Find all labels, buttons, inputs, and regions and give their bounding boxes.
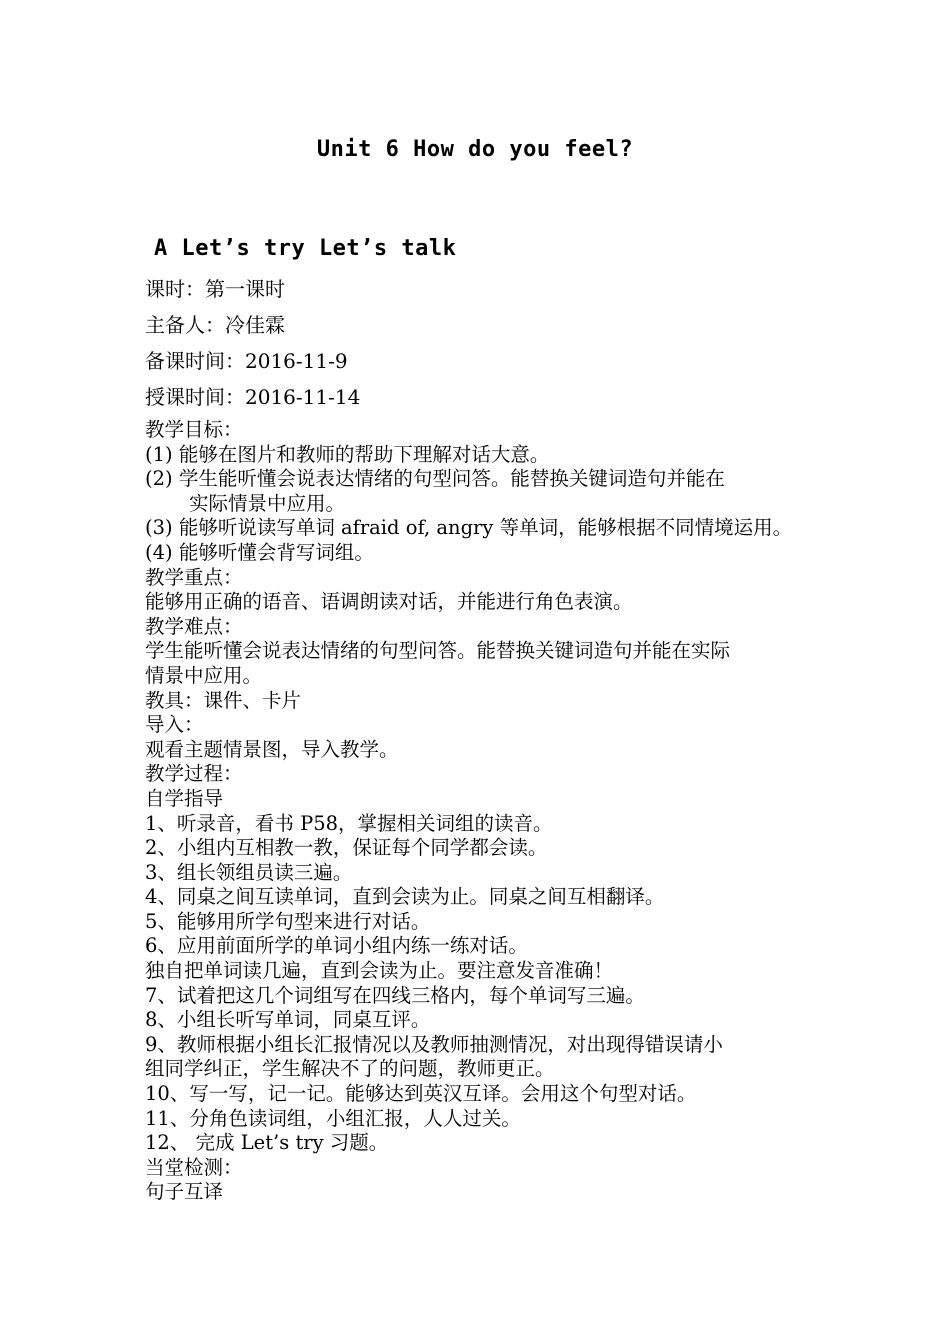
process-step: 3、组长领组员读三遍。 bbox=[145, 860, 353, 884]
process-step: 11、分角色读词组，小组汇报，人人过关。 bbox=[145, 1106, 521, 1130]
preparer-info: 主备人：冷佳霖 bbox=[145, 313, 285, 337]
difficulty-heading: 教学难点： bbox=[145, 614, 243, 638]
process-step-continued: 组同学纠正，学生解决不了的问题，教师更正。 bbox=[145, 1057, 555, 1081]
process-step: 9、教师根据小组长汇报情况以及教师抽测情况，对出现得错误请小 bbox=[145, 1032, 723, 1056]
check-text: 句子互译 bbox=[145, 1180, 224, 1204]
goal-item: (1) 能够在图片和教师的帮助下理解对话大意。 bbox=[145, 442, 550, 466]
process-step: 6、应用前面所学的单词小组内练一练对话。 bbox=[145, 934, 528, 958]
difficulty-text-continued: 情景中应用。 bbox=[145, 663, 263, 687]
intro-text: 观看主题情景图，导入教学。 bbox=[145, 737, 399, 761]
intro-heading: 导入： bbox=[145, 713, 204, 737]
key-points-heading: 教学重点： bbox=[145, 565, 243, 589]
difficulty-text: 学生能听懂会说表达情绪的句型问答。能替换关键词造句并能在实际 bbox=[145, 639, 731, 663]
goals-heading: 教学目标： bbox=[145, 418, 243, 441]
page-title: Unit 6 How do you feel? bbox=[316, 137, 634, 162]
process-step: 4、同桌之间互读单词，直到会读为止。同桌之间互相翻译。 bbox=[145, 885, 665, 909]
process-step: 12、 完成 Let’s try 习题。 bbox=[145, 1131, 389, 1155]
process-step: 2、小组内互相教一教，保证每个同学都会读。 bbox=[145, 836, 548, 860]
teaching-tools: 教具：课件、卡片 bbox=[145, 688, 302, 712]
teach-time-info: 授课时间：2016-11-14 bbox=[145, 385, 361, 409]
process-heading: 教学过程： bbox=[145, 762, 243, 786]
lesson-body bbox=[145, 418, 835, 1205]
process-step: 10、写一写，记一记。能够达到英汉互译。会用这个句型对话。 bbox=[145, 1082, 697, 1106]
goal-item-continued: 实际情景中应用。 bbox=[189, 491, 346, 515]
section-subtitle: A Let’s try Let’s talk bbox=[154, 236, 457, 261]
process-step: 1、听录音，看书 P58，掌握相关词组的读音。 bbox=[145, 811, 553, 835]
self-study-heading: 自学指导 bbox=[145, 786, 224, 810]
process-step: 8、小组长听写单词，同桌互评。 bbox=[145, 1008, 431, 1032]
prep-time-info: 备课时间：2016-11-9 bbox=[145, 349, 348, 373]
process-note: 独自把单词读几遍，直到会读为止。要注意发音准确！ bbox=[145, 959, 614, 983]
check-heading: 当堂检测： bbox=[145, 1155, 243, 1179]
goal-item: (3) 能够听说读写单词 afraid of, angry 等单词，能够根据不同情境运用。 bbox=[145, 516, 793, 540]
lesson-info: 课时：第一课时 bbox=[145, 277, 285, 301]
goal-item: (4) 能够听懂会背写词组。 bbox=[145, 540, 374, 564]
goal-item: (2) 学生能听懂会说表达情绪的句型问答。能替换关键词造句并能在 bbox=[145, 467, 725, 491]
process-step: 7、试着把这几个词组写在四线三格内，每个单词写三遍。 bbox=[145, 983, 645, 1007]
process-step: 5、能够用所学句型来进行对话。 bbox=[145, 909, 431, 933]
key-points-text: 能够用正确的语音、语调朗读对话，并能进行角色表演。 bbox=[145, 590, 633, 614]
